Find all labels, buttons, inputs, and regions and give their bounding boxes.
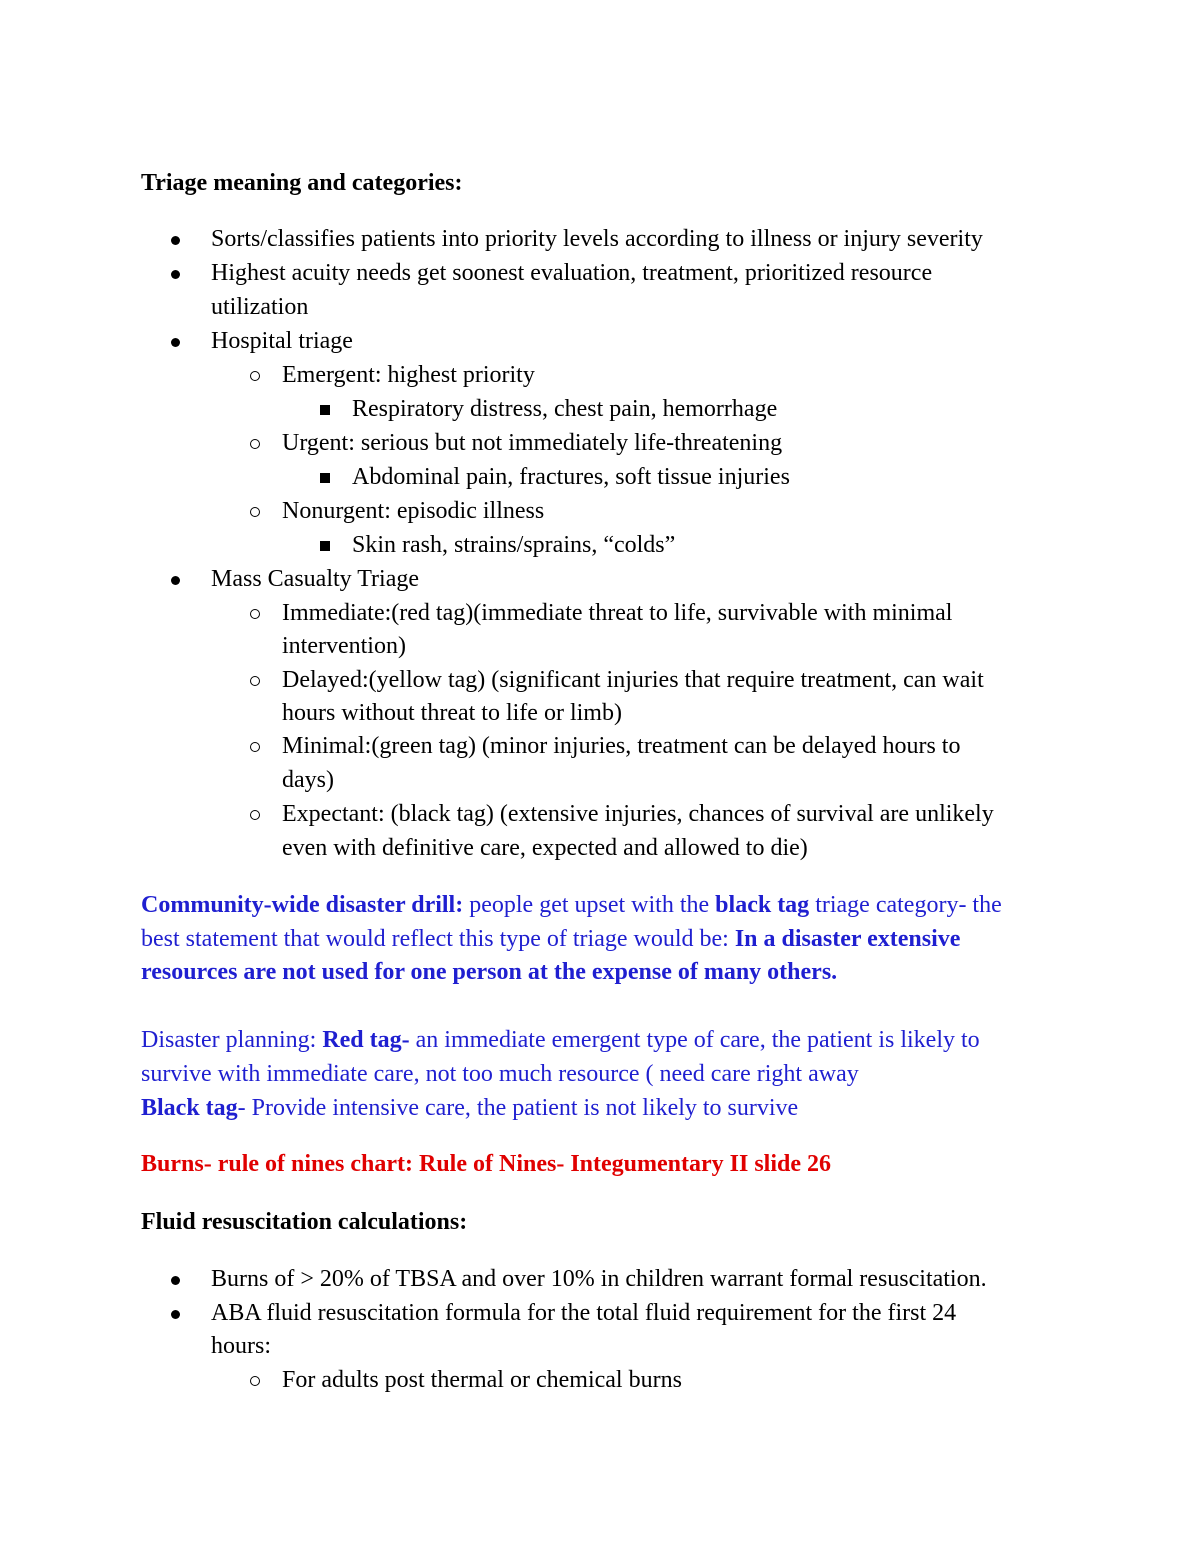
list-item-emergent-example: Respiratory distress, chest pain, hemorrhage — [352, 396, 778, 422]
list-item-burns-tbsa: Burns of > 20% of TBSA and over 10% in children warrant formal resuscitation. — [211, 1266, 987, 1292]
list-item-emergent: Emergent: highest priority — [282, 362, 535, 388]
list-item-urgent: Urgent: serious but not immediately life-threatening — [282, 430, 783, 456]
drill-paragraph-line-1 — [141, 888, 1002, 922]
planning-text-2: an immediate emergent type of care, the patient is likely to — [409, 1027, 980, 1053]
bullet-dot-icon — [165, 256, 185, 290]
bullet-dot-icon — [165, 1296, 185, 1330]
bullet-dot-icon — [165, 1262, 185, 1296]
bullet-dot-icon — [165, 562, 185, 596]
bullet-square-icon — [315, 392, 335, 426]
drill-text-2: triage category- the — [809, 892, 1002, 918]
bullet-circle-icon — [245, 596, 265, 630]
list-item-delayed-cont: hours without threat to life or limb) — [282, 700, 622, 726]
list-item-adults: For adults post thermal or chemical burns — [282, 1367, 682, 1393]
planning-black-tag: Black tag — [141, 1095, 238, 1121]
list-item-mass-casualty: Mass Casualty Triage — [211, 566, 420, 592]
bullet-circle-icon — [245, 426, 265, 460]
drill-text-1: people get upset with the — [463, 892, 716, 918]
list-item-hospital-triage: Hospital triage — [211, 328, 353, 354]
list-item-aba-formula: ABA fluid resuscitation formula for the total fluid requirement for the first 24 — [211, 1300, 957, 1326]
list-item-acuity-cont: utilization — [211, 294, 309, 320]
list-item-immediate-cont: intervention) — [282, 633, 406, 659]
drill-paragraph-line-2 — [141, 922, 960, 956]
bullet-circle-icon — [245, 797, 265, 831]
drill-answer-1: In a disaster extensive — [734, 926, 961, 952]
list-item-sorts: Sorts/classifies patients into priority levels according to illness or injury severity — [211, 226, 983, 252]
bullet-circle-icon — [245, 729, 265, 763]
bullet-square-icon — [315, 528, 335, 562]
planning-text-3: - Provide intensive care, the patient is not likely to survive — [237, 1095, 799, 1121]
bullet-dot-icon — [165, 324, 185, 358]
fluid-heading: Fluid resuscitation calculations: — [141, 1209, 468, 1235]
planning-text-1: Disaster planning: — [141, 1027, 323, 1053]
planning-paragraph-line-3 — [141, 1091, 798, 1125]
list-item-aba-formula-cont: hours: — [211, 1333, 271, 1359]
list-item-expectant: Expectant: (black tag) (extensive injuries, chances of survival are unlikely — [282, 801, 994, 827]
planning-paragraph-line-2: survive with immediate care, not too much resource ( need care right away — [141, 1061, 859, 1087]
drill-answer-2: resources are not used for one person at the expense of many others. — [141, 959, 838, 985]
bullet-circle-icon — [245, 358, 265, 392]
bullet-dot-icon — [165, 222, 185, 256]
list-item-immediate: Immediate:(red tag)(immediate threat to life, survivable with minimal — [282, 600, 953, 626]
list-item-urgent-example: Abdominal pain, fractures, soft tissue injuries — [352, 464, 790, 490]
list-item-minimal: Minimal:(green tag) (minor injuries, treatment can be delayed hours to — [282, 733, 961, 759]
list-item-delayed: Delayed:(yellow tag) (significant injuries that require treatment, can wait — [282, 667, 984, 693]
drill-text-3: best statement that would reflect this type of triage would be: — [141, 926, 735, 952]
list-item-nonurgent-example: Skin rash, strains/sprains, “colds” — [352, 532, 676, 558]
list-item-expectant-cont: even with definitive care, expected and allowed to die) — [282, 835, 808, 861]
list-item-minimal-cont: days) — [282, 767, 334, 793]
bullet-circle-icon — [245, 1363, 265, 1397]
bullet-square-icon — [315, 460, 335, 494]
burns-rule-of-nines: Burns- rule of nines chart: Rule of Nines- Integumentary II slide 26 — [141, 1151, 831, 1177]
drill-label: Community-wide disaster drill: — [141, 892, 464, 918]
planning-red-tag: Red tag- — [322, 1027, 410, 1053]
drill-black-tag: black tag — [715, 892, 810, 918]
bullet-circle-icon — [245, 663, 265, 697]
triage-heading: Triage meaning and categories: — [141, 170, 463, 196]
bullet-circle-icon — [245, 494, 265, 528]
list-item-acuity: Highest acuity needs get soonest evaluation, treatment, prioritized resource — [211, 260, 933, 286]
planning-paragraph-line-1 — [141, 1023, 980, 1057]
list-item-nonurgent: Nonurgent: episodic illness — [282, 498, 545, 524]
